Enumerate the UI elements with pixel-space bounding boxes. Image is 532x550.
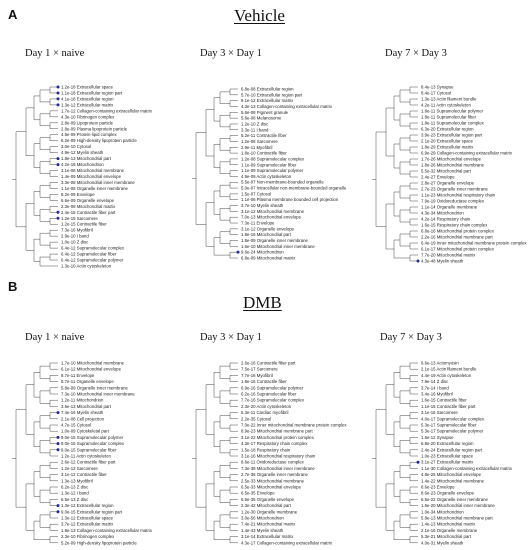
leaf-label: 2.3e-08 Mitochondrial matrix xyxy=(61,203,116,209)
leaf-label: 3.1e-22 Mitochondrial protein complex xyxy=(241,434,314,440)
leaf-label: 3.9e-23 Extracellular region part xyxy=(421,132,483,138)
leaf-label: 1.8e-29 Extracellular matrix xyxy=(421,144,474,150)
leaf-label: 1.8e-16 Contractile fiber xyxy=(241,379,287,385)
leaf-label: 3.1e-27 Extracellular matrix xyxy=(421,459,474,465)
tree-dmb-day3-day1 xyxy=(186,360,351,548)
leaf-label: 4.3e-34 Mitochondrion xyxy=(421,210,464,216)
highlight-dot xyxy=(57,86,60,89)
leaf-label: 7.7e-20 Mitochondrial matrix xyxy=(421,252,476,258)
leaf-label: 1.2e-08 Sarcomere xyxy=(241,138,278,144)
leaf-label: 1.8e-11 Supramolecular polymer xyxy=(421,108,484,114)
leaf-label: 1.8e-13 Mitochondrial part xyxy=(61,156,111,162)
leaf-label: 1.1e-23 Mitochondrial respiratory chain xyxy=(421,192,496,198)
leaf-label: 1.2e-18 Extracellular space xyxy=(61,84,114,90)
leaf-label: 1.6e-10 Mitochondrial inner membrane xyxy=(241,243,315,249)
leaf-label: 1.2e-15 Contractile fiber xyxy=(61,221,107,227)
column-title-a2: Day 3 × Day 1 xyxy=(200,48,262,59)
leaf-label: 1.7e-10 Mitochondrial membrane xyxy=(61,360,125,366)
leaf-label: 7.9e-14 Z disc xyxy=(421,379,449,385)
leaf-label: 4.2e-14 Respiratory chain xyxy=(421,216,471,222)
highlight-dot xyxy=(237,251,240,254)
leaf-label: 1.8e-16 Mitochondrial part xyxy=(241,232,291,238)
leaf-label: 2.1e-20 Extracellular space xyxy=(421,138,474,144)
leaf-label: 3.1e-08 Mitochondrial membrane xyxy=(61,168,125,174)
leaf-label: 6.8e-08 Extracellular region xyxy=(241,86,294,92)
leaf-label: 5.5e-07 Non-membrane-bounded organelle xyxy=(241,179,324,185)
leaf-label: 5.2e-09 High-density lipoprotein particle xyxy=(61,540,137,546)
highlight-dot xyxy=(417,461,420,464)
leaf-label: 1.3e-10 Actin cytoskeleton xyxy=(61,263,112,269)
leaf-label: 7.0e-13 Mitochondrial envelope xyxy=(241,214,301,220)
leaf-label: 3.1e-12 Organelle envelope xyxy=(241,226,295,232)
leaf-label: 9.6e-24 Mitochondrion xyxy=(241,249,284,255)
leaf-label: 6.1e-12 Mitochondrial envelope xyxy=(61,366,121,372)
highlight-dot xyxy=(57,157,60,160)
leaf-label: 1.1e-09 Supramolecular polymer xyxy=(241,168,304,174)
leaf-label: 2.4e-24 Extracellular region part xyxy=(421,447,483,453)
leaf-label: 2.1e-08 Cell projection xyxy=(61,416,104,422)
leaf-label: 1.4e-22 Mitochondrial membrane xyxy=(421,478,485,484)
leaf-label: 2.4e-27 Envelope xyxy=(421,174,455,180)
leaf-label: 3.1e-12 Mitochondrial membrane xyxy=(241,208,305,214)
leaf-label: 1.4e-43 Myelin sheath xyxy=(241,527,284,533)
leaf-label: 8.6e-23 Organelle envelope xyxy=(421,490,475,496)
leaf-label: 8.6e-11 Oxidoreductase complex xyxy=(241,459,304,465)
leaf-label: 9.0e-15 Supramolecular complex xyxy=(61,441,125,447)
leaf-label: 1.5e-20 Mitochondrial inner membrane xyxy=(421,503,495,509)
leaf-label: 4.0e-17 Supramolecular complex xyxy=(421,416,485,422)
leaf-label: 6.4e-12 Supramolecular complex xyxy=(61,245,125,251)
leaf-label: 1.2e-11 Actin cytoskeleton xyxy=(61,453,111,459)
leaf-label: 1.2e-10 Z disc xyxy=(241,121,269,127)
leaf-label: 1.1e-18 Extracellular region part xyxy=(61,90,123,96)
leaf-label: 1.1e-06 Plasma membrane bounded cell projection xyxy=(241,197,339,203)
leaf-label: 8.4e-13 Synapse xyxy=(421,84,454,90)
leaf-label: 4.8e-25 Mitochondrial envelope xyxy=(421,472,481,478)
tree-vehicle-day7-day3 xyxy=(366,84,531,264)
panel-title-vehicle: Vehicle xyxy=(234,6,285,25)
leaf-label: 1.2e-12 Sarcomere xyxy=(61,465,98,471)
leaf-label: 1.8e-26 Mitochondrial membrane xyxy=(421,162,485,168)
leaf-label: 3.7e-12 Extracellular matrix xyxy=(61,521,114,527)
leaf-label: 7.4e-16 Myelin sheath xyxy=(61,410,104,416)
leaf-label: 7.3e-16 Myofibril xyxy=(61,227,93,233)
leaf-label: 1.0e-23 Extracellular space xyxy=(421,453,474,459)
leaf-label: 5.6e-08 Pigment granule xyxy=(241,109,289,115)
leaf-label: 8.2e-09 Envelope xyxy=(61,191,95,197)
highlight-dot xyxy=(57,211,60,214)
leaf-label: 4.4e-19 Actin cytoskeleton xyxy=(421,372,472,378)
leaf-label: 3.1e-12 Contractile fiber xyxy=(61,472,107,478)
leaf-label: 1.0e-10 Z disc xyxy=(61,239,89,245)
leaf-label: 7.5e-17 Sarcomere xyxy=(241,366,278,372)
leaf-label: 1.2e-11 Mitochondrion xyxy=(61,397,104,403)
leaf-label: 7.3e-10 Mitochondrial inner membrane xyxy=(61,391,135,397)
highlight-dot xyxy=(57,411,60,414)
tree-vehicle-day1-naive xyxy=(6,84,171,269)
leaf-label: 9.0e-15 Supramolecular fiber xyxy=(61,447,117,453)
leaf-label: 3.3e-08 Mitochondrial inner membrane xyxy=(61,179,135,185)
leaf-label: 1.8e-09 Organelle inner membrane xyxy=(241,238,308,244)
leaf-label: 4.5e-09 Protein-lipid complex xyxy=(61,132,117,138)
leaf-label: 5.2e-11 Contractile fiber xyxy=(241,133,287,139)
leaf-label: 8.7e-11 Envelope xyxy=(61,372,95,378)
leaf-label: 5.0e-07 Intracellular non-membrane-bounded organelle xyxy=(241,185,347,191)
leaf-label: 7.7e-16 Myofibril xyxy=(241,372,273,378)
leaf-label: 6.5e-13 Z disc xyxy=(61,496,89,502)
leaf-label: 5.3e-17 Supramolecular fiber xyxy=(421,422,477,428)
leaf-label: 5.3e-21 Mitochondrial part xyxy=(421,534,471,540)
leaf-label: 2.6e-16 Contractile fiber part xyxy=(241,360,296,366)
leaf-label: 1.8e-13 Collagen-containing extracellular matrix xyxy=(61,527,152,533)
leaf-label: 6.4e-12 Supramolecular fiber xyxy=(61,251,117,257)
leaf-label: 1.2e-30 Organelle membrane xyxy=(241,509,298,515)
leaf-label: 8.4e-17 Cytosol xyxy=(421,90,452,96)
leaf-label: 1.4e-09 Mitochondrial envelope xyxy=(61,174,121,179)
leaf-label: 6.5e-35 Envelope xyxy=(241,490,275,496)
highlight-dot xyxy=(57,163,60,166)
leaf-label: 6.8e-16 Mitochondrial protein complex xyxy=(421,228,494,234)
leaf-label: 1.1e-30 Collagen-containing extracellular matrix xyxy=(421,465,512,471)
leaf-label: 7.7e-16 Supramolecular complex xyxy=(241,397,305,403)
leaf-label: 6.8e-09 Mitochondrial matrix xyxy=(241,255,296,261)
leaf-label: 3.7e-10 Myelin sheath xyxy=(241,203,284,209)
highlight-dot xyxy=(57,97,60,100)
panel-letter-b: B xyxy=(8,279,18,294)
leaf-label: 6.2e-16 Supramolecular fiber xyxy=(241,391,297,397)
leaf-label: 6.2e-09 High-density lipoprotein particle xyxy=(61,138,137,144)
column-title-b3: Day 7 × Day 3 xyxy=(380,332,442,343)
highlight-dot xyxy=(57,510,60,513)
leaf-label: 5.6e-08 Melanosome xyxy=(241,115,282,121)
leaf-label: 6.4e-19 Inner mitochondrial membrane protein complex xyxy=(421,240,527,246)
column-title-a3: Day 7 × Day 3 xyxy=(385,48,447,59)
leaf-label: 2.8e-09 Plasma lipoprotein particle xyxy=(61,126,128,132)
leaf-label: 7.9e-19 Oxidoreductase complex xyxy=(421,198,485,204)
leaf-label: 6.9e-16 Supramolecular polymer xyxy=(241,385,304,391)
leaf-label: 3.0e-10 Cytosol xyxy=(61,144,92,150)
panel-title-dmb: DMB xyxy=(243,293,282,312)
leaf-label: 3.4e-16 Myofibril xyxy=(421,391,453,397)
leaf-label: 3.1e-14 Extracellular matrix xyxy=(241,534,294,540)
leaf-label: 1.3e-12 I band xyxy=(61,490,89,496)
leaf-label: 1.8e-10 Contractile fiber xyxy=(241,150,287,156)
leaf-label: 3.7e-14 I band xyxy=(421,385,449,391)
leaf-label: 2.6e-12 Contractile fiber part xyxy=(61,459,116,465)
leaf-label: 2.1e-16 Organelle membrane xyxy=(421,527,478,533)
leaf-label: 5.3e-11 Cardiac myofibril xyxy=(241,410,289,416)
leaf-label: 2.3e-42 Mitochondrial part xyxy=(241,503,291,509)
leaf-label: 7.0e-22 Inner mitochondrial membrane protein complex xyxy=(241,422,347,428)
leaf-label: 4.9e-12 Myelin sheath xyxy=(61,150,104,156)
leaf-label: 1.1e-08 Organelle inner membrane xyxy=(61,185,128,191)
leaf-label: 1.6e-15 Respiratory chain complex xyxy=(421,222,488,228)
leaf-label: 2.9e-10 I band xyxy=(61,233,89,239)
leaf-label: 1.5e-07 Cytosol xyxy=(241,191,272,197)
leaf-label: 4.3e-10 Fibrinogen complex xyxy=(61,114,115,120)
leaf-label: 2.8e-09 Lipoprotein particle xyxy=(61,120,114,126)
leaf-label: 6.1e-17 Mitochondrial protein complex xyxy=(421,246,494,252)
highlight-dot xyxy=(57,442,60,445)
leaf-label: 4.7e-15 Cytosol xyxy=(61,422,92,428)
leaf-label: 4.3e-17 Collagen-containing extracellular matrix xyxy=(241,540,332,546)
leaf-label: 4.3e-48 Myelin sheath xyxy=(421,258,464,264)
leaf-label: 2.4e-15 Contractile fiber part xyxy=(61,209,116,215)
leaf-label: 1.0e-09 Cytoskeletal part xyxy=(61,428,109,434)
leaf-label: 9.0e-15 Extracellular region part xyxy=(61,509,123,515)
leaf-label: 1.1e-14 Organelle membrane xyxy=(421,204,478,210)
leaf-label: 1.3e-13 Actin filament bundle xyxy=(421,96,477,102)
leaf-label: 2.1e-15 Actin filament bundle xyxy=(421,366,477,372)
leaf-label: 1.3e-13 Myofibril xyxy=(61,478,93,484)
leaf-label: 2.7e-23 Organelle inner membrane xyxy=(421,186,488,192)
leaf-label: 8.7e-11 Organelle envelope xyxy=(61,379,114,385)
leaf-label: 9.0e-15 Supramolecular polymer xyxy=(61,434,124,440)
leaf-label: 2.3e-20 Actin cytoskeleton xyxy=(241,403,292,409)
tree-dmb-day1-naive xyxy=(6,360,171,548)
leaf-label: 2.3e-10 Fibrinogen complex xyxy=(61,534,115,540)
highlight-dot xyxy=(57,91,60,94)
leaf-label: 5.5e-32 Mitochondrial part xyxy=(421,168,471,174)
leaf-label: 6.2e-13 Z disc xyxy=(61,484,89,490)
leaf-label: 3.1e-16 Sarcomere xyxy=(421,410,458,416)
leaf-label: 1.2e-08 Supramolecular complex xyxy=(241,156,305,162)
leaf-label: 1.1e-15 Contractile fiber part xyxy=(421,403,476,409)
leaf-label: 4.2e-11 Actin cytoskeleton xyxy=(421,102,471,108)
leaf-label: 5.3e-17 Supramolecular polymer xyxy=(421,428,484,434)
leaf-label: 6.9e-29 Collagen-containing extracellular matrix xyxy=(421,150,512,156)
tree-vehicle-day3-day1 xyxy=(186,86,351,261)
leaf-label: 2.7e-36 Organelle inner membrane xyxy=(241,472,308,478)
leaf-label: 1.1e-09 Supramolecular fiber xyxy=(241,162,297,168)
leaf-label: 6.4e-12 Supramolecular polymer xyxy=(61,257,124,263)
leaf-label: 4.2e-18 Mitochondrion xyxy=(61,162,104,168)
highlight-dot xyxy=(57,504,60,507)
tree-dmb-day7-day3 xyxy=(366,360,531,548)
leaf-label: 1.2e-15 Sarcomere xyxy=(61,215,98,221)
leaf-label: 1.8e-11 Supramolecular fiber xyxy=(421,114,477,120)
leaf-label: 3.0e-56 Mitochondrion xyxy=(241,515,284,521)
highlight-dot xyxy=(57,217,60,220)
column-title-b1: Day 1 × naive xyxy=(25,332,85,343)
leaf-label: 1.3e-12 Extracellular space xyxy=(61,515,114,521)
leaf-label: 6.5e-35 Organelle envelope xyxy=(241,496,295,502)
leaf-label: 8.9e-23 Mitochondrial membrane part xyxy=(241,428,313,434)
leaf-label: 2.8e-27 Organelle envelope xyxy=(421,180,475,186)
leaf-label: 6.6e-09 Organelle envelope xyxy=(61,197,115,203)
leaf-label: 5.7e-10 Extracellular region part xyxy=(241,92,303,98)
leaf-label: 5.8e-09 Organelle inner membrane xyxy=(61,385,128,391)
leaf-label: 2.2e-16 Mitochondrial membrane part xyxy=(421,234,493,240)
highlight-dot xyxy=(57,103,60,106)
leaf-label: 3.6e-13 Mitochondrial part xyxy=(61,403,111,409)
highlight-dot xyxy=(417,260,420,263)
leaf-label: 1.7e-26 Mitochondrial envelope xyxy=(421,156,481,162)
leaf-label: 1.7e-12 Collagen-containing extracellular matrix xyxy=(61,108,152,114)
highlight-dot xyxy=(57,448,60,451)
leaf-label: 1.3e-12 Extracellular matrix xyxy=(61,102,114,108)
leaf-label: 9.6e-13 Actomyosin xyxy=(421,360,459,366)
leaf-label: 1.8e-11 Supramolecular complex xyxy=(421,120,484,126)
leaf-label: 4.3e-17 Respiratory chain complex xyxy=(241,441,308,447)
panel-letter-a: A xyxy=(8,7,18,22)
leaf-label: 6.3e-20 Extracellular region xyxy=(421,126,474,132)
leaf-label: 1.5e-12 Synapse xyxy=(421,434,454,440)
leaf-label: 4.1e-18 Extracellular region xyxy=(61,96,114,102)
leaf-label: 4.0e-31 Myelin sheath xyxy=(421,540,464,546)
leaf-label: 1.4e-13 Mitochondrial matrix xyxy=(421,521,476,527)
column-title-a1: Day 1 × naive xyxy=(25,48,85,59)
leaf-label: 6.8e-20 Extracellular region xyxy=(421,441,474,447)
leaf-label: 2.9e-11 Myofibril xyxy=(241,144,273,150)
leaf-label: 1.6e-15 Contractile fiber xyxy=(421,397,467,403)
leaf-label: 2.2e-35 Cytosol xyxy=(241,416,272,422)
leaf-label: 1.0e-34 Mitochondrion xyxy=(421,509,464,515)
leaf-label: 9.1e-12 Extracellular matrix xyxy=(241,98,294,104)
leaf-label: 1.3e-12 Extracellular region xyxy=(61,503,114,509)
column-title-b2: Day 3 × Day 1 xyxy=(200,332,262,343)
leaf-label: 5.8e-13 Mitochondrial membrane part xyxy=(421,515,493,521)
leaf-label: 2.5e-33 Mitochondrial membrane xyxy=(241,478,305,484)
leaf-label: 1.5e-18 Respiratory chain xyxy=(241,447,291,453)
leaf-label: 3.3e-11 I band xyxy=(241,127,269,133)
highlight-dot xyxy=(57,436,60,439)
leaf-label: 7.3e-38 Mitochondrial inner membrane xyxy=(241,465,315,471)
leaf-label: 7.3e-11 Envelope xyxy=(241,220,275,226)
leaf-label: 7.4e-21 Mitochondrial matrix xyxy=(241,521,296,527)
leaf-label: 8.6e-23 Envelope xyxy=(421,484,455,490)
leaf-label: 3.1e-16 Mitochondrial respiratory chain xyxy=(241,453,316,459)
leaf-label: 4.3e-13 Collagen-containing extracellular matrix xyxy=(241,103,332,109)
leaf-label: 6.5e-33 Mitochondrial envelope xyxy=(241,484,301,490)
leaf-label: 4.9e-09 Actin cytoskeleton xyxy=(241,173,292,179)
leaf-label: 6.5e-22 Organelle inner membrane xyxy=(421,496,488,502)
